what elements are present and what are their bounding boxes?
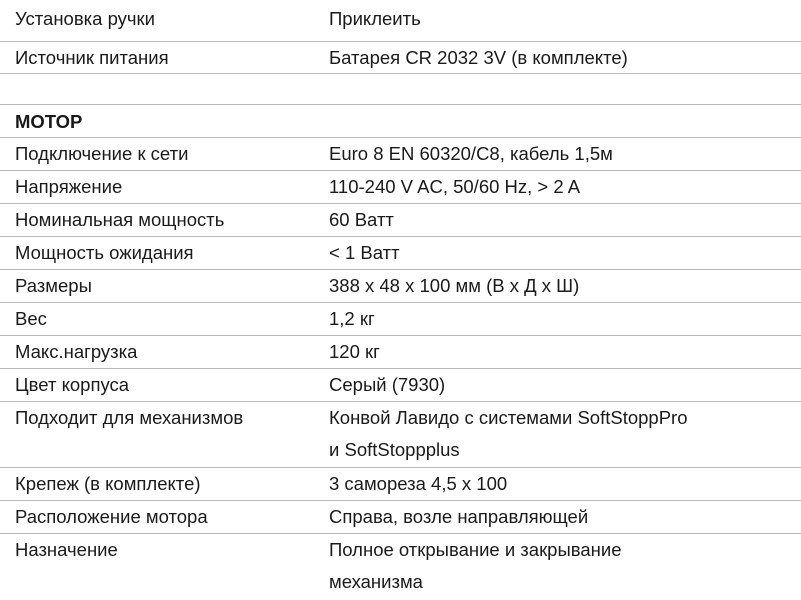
row-value bbox=[329, 402, 801, 467]
row-label: Напряжение bbox=[15, 176, 123, 197]
row-label: Установка ручки bbox=[15, 8, 155, 29]
section-title: МОТОР bbox=[0, 105, 801, 138]
row-value-line: Конвой Лавидо с системами SoftStoppPro bbox=[329, 407, 688, 428]
table-row bbox=[0, 171, 801, 204]
table-row bbox=[0, 534, 801, 600]
row-label: Расположение мотора bbox=[15, 506, 208, 527]
row-label: Номинальная мощность bbox=[15, 209, 225, 230]
table-row bbox=[0, 270, 801, 303]
row-value: 388 x 48 x 100 мм (В х Д х Ш) bbox=[329, 275, 580, 296]
table-row bbox=[0, 501, 801, 534]
row-value: 120 кг bbox=[329, 341, 380, 362]
row-value: Euro 8 EN 60320/C8, кабель 1,5м bbox=[329, 143, 613, 164]
table-row bbox=[0, 0, 801, 42]
row-value: Серый (7930) bbox=[329, 374, 446, 395]
table-row bbox=[0, 138, 801, 171]
row-value: 1,2 кг bbox=[329, 308, 375, 329]
row-value: 110-240 V AC, 50/60 Hz, > 2 A bbox=[329, 176, 581, 197]
row-label: Размеры bbox=[15, 275, 92, 296]
row-value-line: и SoftStoppplus bbox=[329, 439, 460, 460]
row-value-line: механизма bbox=[329, 571, 423, 592]
row-label: Подходит для механизмов bbox=[15, 407, 244, 428]
row-label: Источник питания bbox=[15, 47, 169, 68]
row-label: Цвет корпуса bbox=[15, 374, 130, 395]
row-value: Батарея CR 2032 3V (в комплекте) bbox=[329, 47, 628, 68]
table-row bbox=[0, 468, 801, 501]
row-value: Справа, возле направляющей bbox=[329, 506, 589, 527]
table-row bbox=[0, 42, 801, 74]
row-value: Приклеить bbox=[329, 8, 421, 29]
row-label: Назначение bbox=[15, 539, 118, 560]
table-row bbox=[0, 237, 801, 270]
row-label: Макс.нагрузка bbox=[15, 341, 138, 362]
row-label: Подключение к сети bbox=[15, 143, 189, 164]
row-label: Крепеж (в комплекте) bbox=[15, 473, 201, 494]
row-label: Мощность ожидания bbox=[15, 242, 194, 263]
table-row bbox=[0, 204, 801, 237]
row-value: 3 самореза 4,5 х 100 bbox=[329, 473, 508, 494]
table-row bbox=[0, 369, 801, 402]
row-value-line: Полное открывание и закрывание bbox=[329, 539, 622, 560]
row-value: 60 Ватт bbox=[329, 209, 394, 230]
row-label: Вес bbox=[15, 308, 47, 329]
row-value: < 1 Ватт bbox=[329, 242, 400, 263]
table-row bbox=[0, 303, 801, 336]
row-value bbox=[329, 534, 801, 600]
table-row bbox=[0, 402, 801, 468]
table-row bbox=[0, 336, 801, 369]
section-spacer bbox=[0, 74, 801, 105]
